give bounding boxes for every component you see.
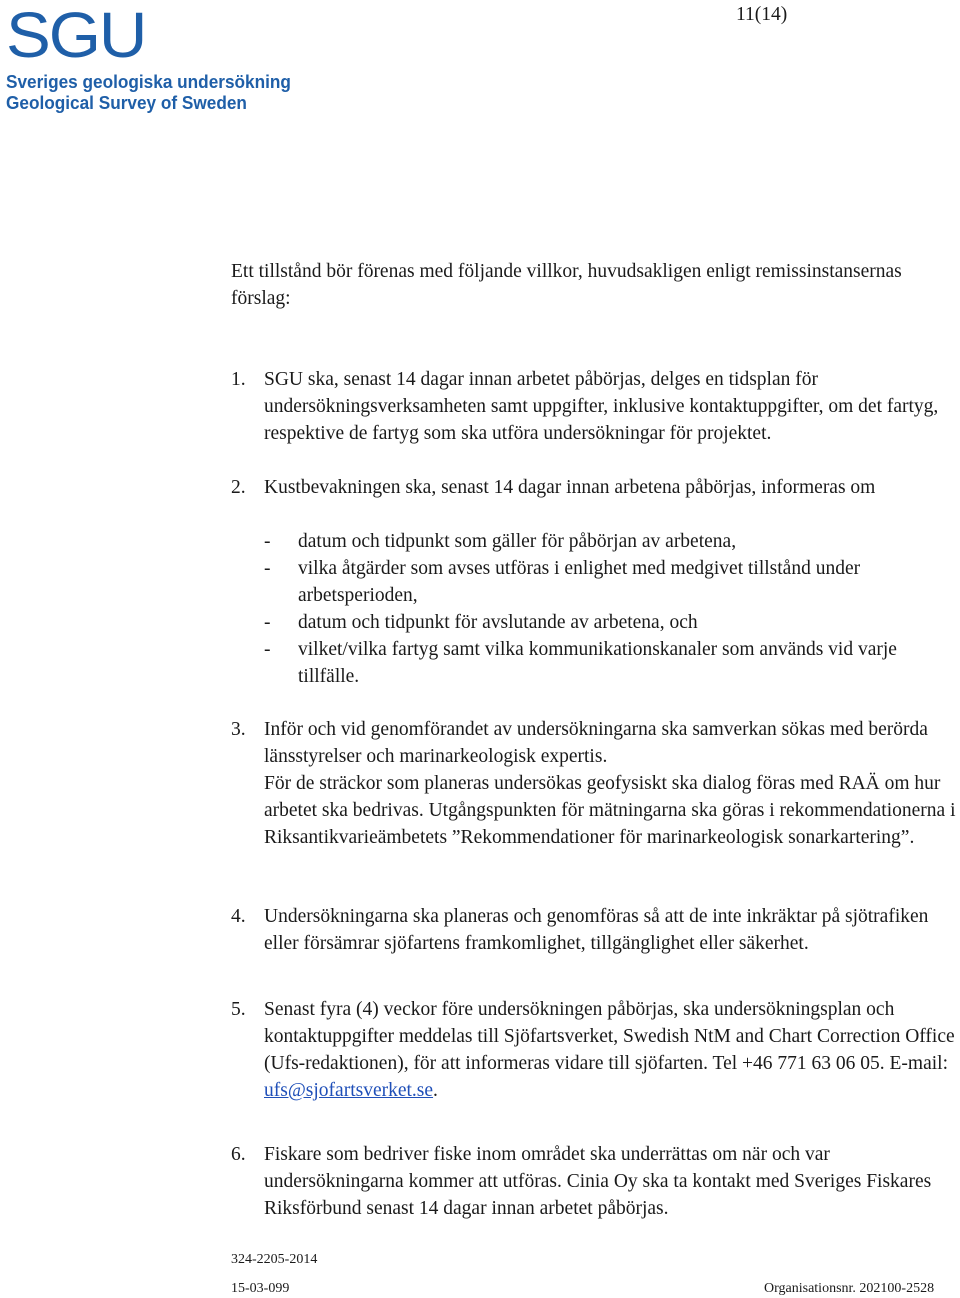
dash-marker: - — [264, 612, 271, 633]
condition-text: Kustbevakningen ska, senast 14 dagar innan arbetena påbörjas, informeras om — [264, 477, 876, 498]
sgu-logo — [6, 0, 312, 113]
dash-marker: - — [264, 639, 271, 660]
sentence-end: . — [433, 1080, 438, 1101]
condition-text: SGU ska, senast 14 dagar innan arbetet påbörjas, delges en tidsplan för undersökningsverksamheten samt uppgifter, inklusive kontaktuppgifter, om det fartyg, respektive de fartyg som ska utföra undersökningar för projektet. — [264, 369, 939, 444]
condition-text: Fiskare som bedriver fiske inom området ska underrättas om när och var undersökningarna kommer att utföras. Cinia Oy ska ta kontakt med Sveriges Fiskares Riksförbund senast 14 dagar innan arbetet påbörjas. — [264, 1144, 932, 1219]
logo-line-swedish: Sveriges geologiska undersökning — [6, 71, 291, 92]
list-item-text: vilket/vilka fartyg samt vilka kommunikationskanaler som används vid varje tillfälle. — [298, 639, 897, 687]
list-item — [264, 636, 960, 690]
condition-number: 3. — [231, 719, 246, 740]
condition-text: Undersökningarna ska planeras och genomföras så att de inte inkräktar på sjötrafiken eller försämrar sjöfartens framkomlighet, tillgänglighet eller säkerhet. — [264, 906, 929, 954]
condition-number: 4. — [231, 906, 246, 927]
footer-code: 15-03-099 — [231, 1281, 290, 1296]
condition-text-body: Senast fyra (4) veckor före undersökningen påbörjas, ska undersökningsplan och kontaktuppgifter meddelas till Sjöfartsverket, Swedish NtM and Chart Correction Office (Ufs-redaktionen), för att informeras vidare till sjöfarten. Tel +46 771 63 06 05. E-mail: — [264, 999, 955, 1074]
information-list — [264, 528, 960, 690]
footer-document-number: 324-2205-2014 — [231, 1252, 318, 1267]
condition-paragraph: Inför och vid genomförandet av undersökningarna ska samverkan sökas med berörda länsstyrelser och marinarkeologisk expertis. — [264, 719, 928, 767]
list-item-text: datum och tidpunkt som gäller för påbörjan av arbetena, — [298, 531, 737, 552]
condition-paragraph: För de sträckor som planeras undersökas geofysiskt ska dialog föras med RAÄ om hur arbetet ska bedrivas. Utgångspunkten för mätningarna ska göras i rekommendationerna i Riksantikvarieämbetets ”Rekommendationer för marinarkeologisk sonarkartering”. — [264, 773, 956, 848]
condition-text — [264, 996, 960, 1104]
list-item — [264, 528, 960, 555]
condition-number: 1. — [231, 369, 246, 390]
condition-number: 2. — [231, 477, 246, 498]
condition-text — [264, 716, 960, 851]
logo-line-english: Geological Survey of Sweden — [6, 92, 247, 113]
list-item-text: vilka åtgärder som avses utföras i enlighet med medgivet tillstånd under arbetsperioden, — [298, 558, 861, 606]
condition-number: 5. — [231, 999, 246, 1020]
dash-marker: - — [264, 531, 271, 552]
condition-number: 6. — [231, 1144, 246, 1165]
list-item — [264, 609, 960, 636]
page-number: 11(14) — [736, 4, 788, 25]
intro-paragraph: Ett tillstånd bör förenas med följande villkor, huvudsakligen enligt remissinstansernas förslag: — [231, 261, 902, 309]
list-item — [264, 555, 960, 609]
footer-organisation-number: Organisationsnr. 202100-2528 — [764, 1281, 935, 1296]
email-link[interactable]: ufs@sjofartsverket.se — [264, 1080, 434, 1101]
logo-mark: SGU — [6, 0, 146, 71]
list-item-text: datum och tidpunkt för avslutande av arbetena, och — [298, 612, 698, 633]
dash-marker: - — [264, 558, 271, 579]
